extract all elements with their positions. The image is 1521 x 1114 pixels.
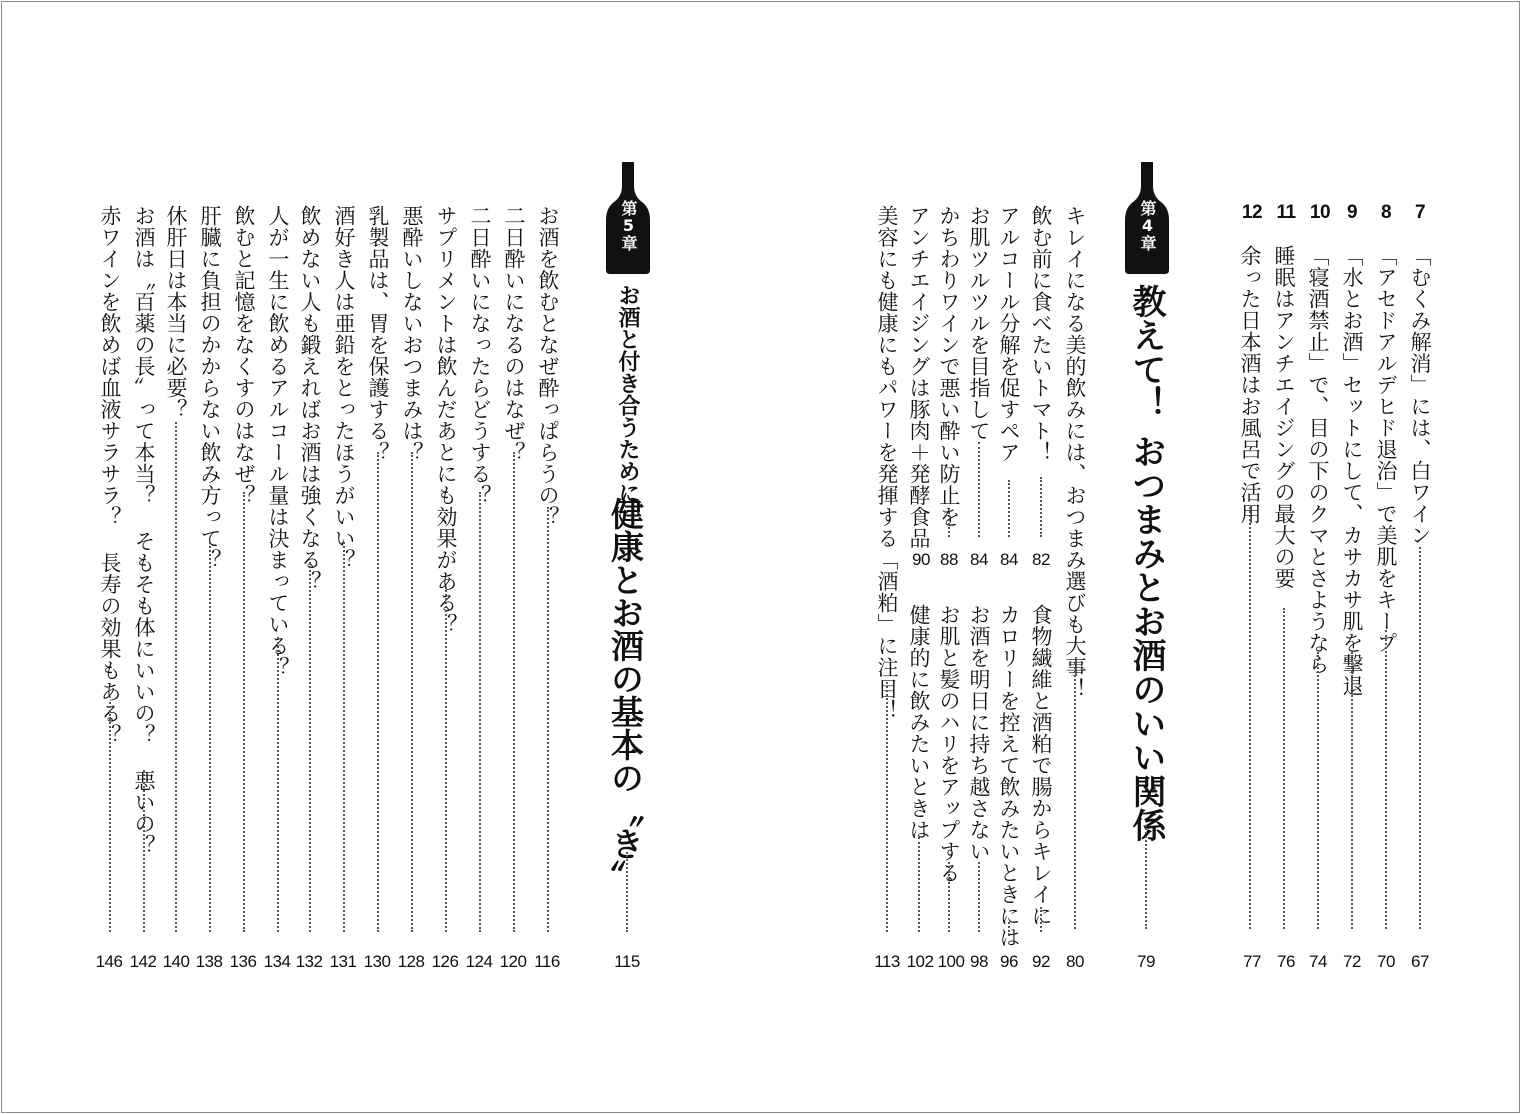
leader-dots [1008,922,1010,936]
toc-entry-title[interactable]: 「アセドアルデヒド退治」で美肌をキープ [1374,245,1398,654]
toc-entry-title[interactable]: 肝臓に負担のかからない飲み方って？ [198,205,222,571]
leader-dots [1249,507,1251,929]
leader-dots [978,442,980,537]
item-number: 12 [1241,202,1263,223]
page-number: 102 [906,952,934,971]
toc-entry-title[interactable]: お酒を明日に持ち越さない [967,604,991,862]
leader-dots [1419,547,1421,929]
toc-entry-title[interactable]: 睡眠はアンチエイジングの最大の要 [1272,245,1296,589]
page-number: 126 [431,952,459,971]
leader-dots [918,837,920,932]
leader-dots [886,682,888,932]
page-number: 132 [295,952,323,971]
toc-entry-title[interactable]: 美容にも健康にもパワーを発揮する「酒粕」に注目！ [875,205,899,721]
page-number: 90 [912,550,930,569]
leader-dots [377,452,379,932]
chapter-title[interactable]: 健康とお酒の基本の〝き〟 [606,497,645,893]
toc-spread [1,1,1520,1113]
leader-dots [1074,662,1076,929]
toc-entry-title[interactable]: 休肝日は本当に必要？ [164,205,188,420]
page-number: 72 [1343,952,1361,971]
toc-entry-title[interactable]: お酒は〝百薬の長〟って本当？ そもそも体にいいの？ 悪いの？ [132,205,156,856]
page-number: 88 [940,550,958,569]
leader-dots [175,422,177,932]
item-number: 11 [1276,202,1296,223]
leader-dots [243,492,245,932]
leader-dots [1040,477,1042,537]
leader-dots [626,852,628,932]
item-number: 9 [1346,202,1358,223]
leader-dots [343,542,345,932]
page-number: 98 [970,952,988,971]
toc-entry-title[interactable]: お肌と髪のハリをアップする [937,604,961,884]
leader-dots [1317,652,1319,929]
leader-dots [1145,825,1147,929]
page-number: 116 [534,952,560,971]
page-number: 131 [329,952,357,971]
toc-entry-title[interactable]: 酒好き人は亜鉛をとったほうがいい？ [332,205,356,571]
toc-entry-title[interactable]: アンチエイジングは豚肉＋発酵食品 [907,205,931,549]
page-number: 74 [1309,952,1327,971]
toc-entry-title[interactable]: お肌ツルツルを目指して [967,205,991,442]
page-number: 146 [95,952,123,971]
page-number: 82 [1032,550,1050,569]
toc-entry-title[interactable]: 二日酔いになるのはなぜ？ [502,205,526,463]
toc-entry-title[interactable]: キレイになる美的飲みには、おつまみ選びも大事！ [1063,205,1087,700]
page-number: 142 [129,952,157,971]
chapter-label: 第4章 [1138,200,1157,251]
toc-entry-title[interactable]: 乳製品は、胃を保護する？ [366,205,390,463]
chapter-title-b[interactable]: おつまみとお酒のいい関係 [1126,434,1166,842]
leader-dots [411,452,413,932]
item-number: 7 [1414,202,1426,223]
toc-entry-title[interactable]: 「寝酒禁止」で、目の下のクマとさようなら [1306,245,1330,675]
toc-entry-title[interactable]: サプリメントは飲んだあとにも効果がある？ [434,205,458,635]
page-number: 100 [937,952,965,971]
page-number: 84 [970,550,988,569]
toc-entry-title[interactable]: カロリーを控えて飲みたいときには [997,604,1021,948]
leader-dots [1283,608,1285,929]
page-number: 113 [874,952,900,971]
page-number: 79 [1137,952,1155,971]
chapter-subtitle: お酒と付き合うために [615,284,640,504]
page-number: 138 [195,952,223,971]
toc-entry-title[interactable]: 悪酔いしないおつまみは？ [400,205,424,463]
page-number: 84 [1000,550,1018,569]
chapter-title-a[interactable]: 教えて！ [1126,284,1166,420]
page-number: 76 [1277,952,1295,971]
leader-dots [1008,480,1010,537]
toc-entry-title[interactable]: 二日酔いになったらどうする？ [468,205,492,506]
leader-dots [309,562,311,932]
toc-entry-title[interactable]: 人が一生に飲めるアルコール量は決まっている？ [266,205,290,678]
leader-dots [1385,630,1387,929]
leader-dots [948,512,950,537]
page-number: 128 [397,952,425,971]
page-number: 96 [1000,952,1018,971]
leader-dots [513,452,515,932]
chapter-label: 第5章 [619,200,638,251]
page-number: 92 [1032,952,1050,971]
leader-dots [547,507,549,932]
page-number: 140 [162,952,190,971]
toc-entry-title[interactable]: かちわりワインで悪い酔い防止を [937,205,961,528]
toc-entry-title[interactable]: 食物繊維と酒粕で腸からキレイに [1029,604,1053,927]
toc-entry-title[interactable]: 飲めない人も鍛えればお酒は強くなる？ [298,205,322,592]
leader-dots [1351,652,1353,929]
toc-entry-title[interactable]: アルコール分解を促すペア [997,205,1021,463]
leader-dots [209,542,211,932]
toc-entry-title[interactable]: 赤ワインを飲めば血液サラサラ？ 長寿の効果もある？ [98,205,122,746]
item-number: 8 [1380,202,1392,223]
leader-dots [479,492,481,932]
toc-entry-title[interactable]: 飲むと記憶をなくすのはなぜ？ [232,205,256,506]
toc-entry-title[interactable]: 余った日本酒はお風呂で活用 [1238,245,1262,525]
toc-entry-title[interactable]: 「水とお酒」セットにして、カサカサ肌を撃退 [1340,245,1364,697]
page-number: 120 [499,952,527,971]
toc-entry-title[interactable]: 「むくみ解消」には、白ワイン [1408,245,1432,546]
page-number: 115 [614,952,640,971]
leader-dots [109,702,111,932]
leader-dots [143,770,145,932]
leader-dots [948,862,950,932]
toc-entry-title[interactable]: 飲む前に食べたいトマト！ [1029,205,1053,463]
page-number: 130 [363,952,391,971]
page-number: 136 [229,952,257,971]
page-number: 70 [1377,952,1395,971]
toc-entry-title[interactable]: お酒を飲むとなぜ酔っぱらうの？ [536,205,560,528]
leader-dots [445,587,447,932]
page-number: 67 [1411,952,1429,971]
page-number: 80 [1066,952,1084,971]
leader-dots [1040,907,1042,932]
page-number: 77 [1243,952,1261,971]
toc-entry-title[interactable]: 健康的に飲みたいときは [907,604,931,841]
page-number: 134 [263,952,291,971]
leader-dots [277,637,279,932]
page-number: 124 [465,952,493,971]
item-number: 10 [1309,202,1331,223]
leader-dots [978,862,980,932]
